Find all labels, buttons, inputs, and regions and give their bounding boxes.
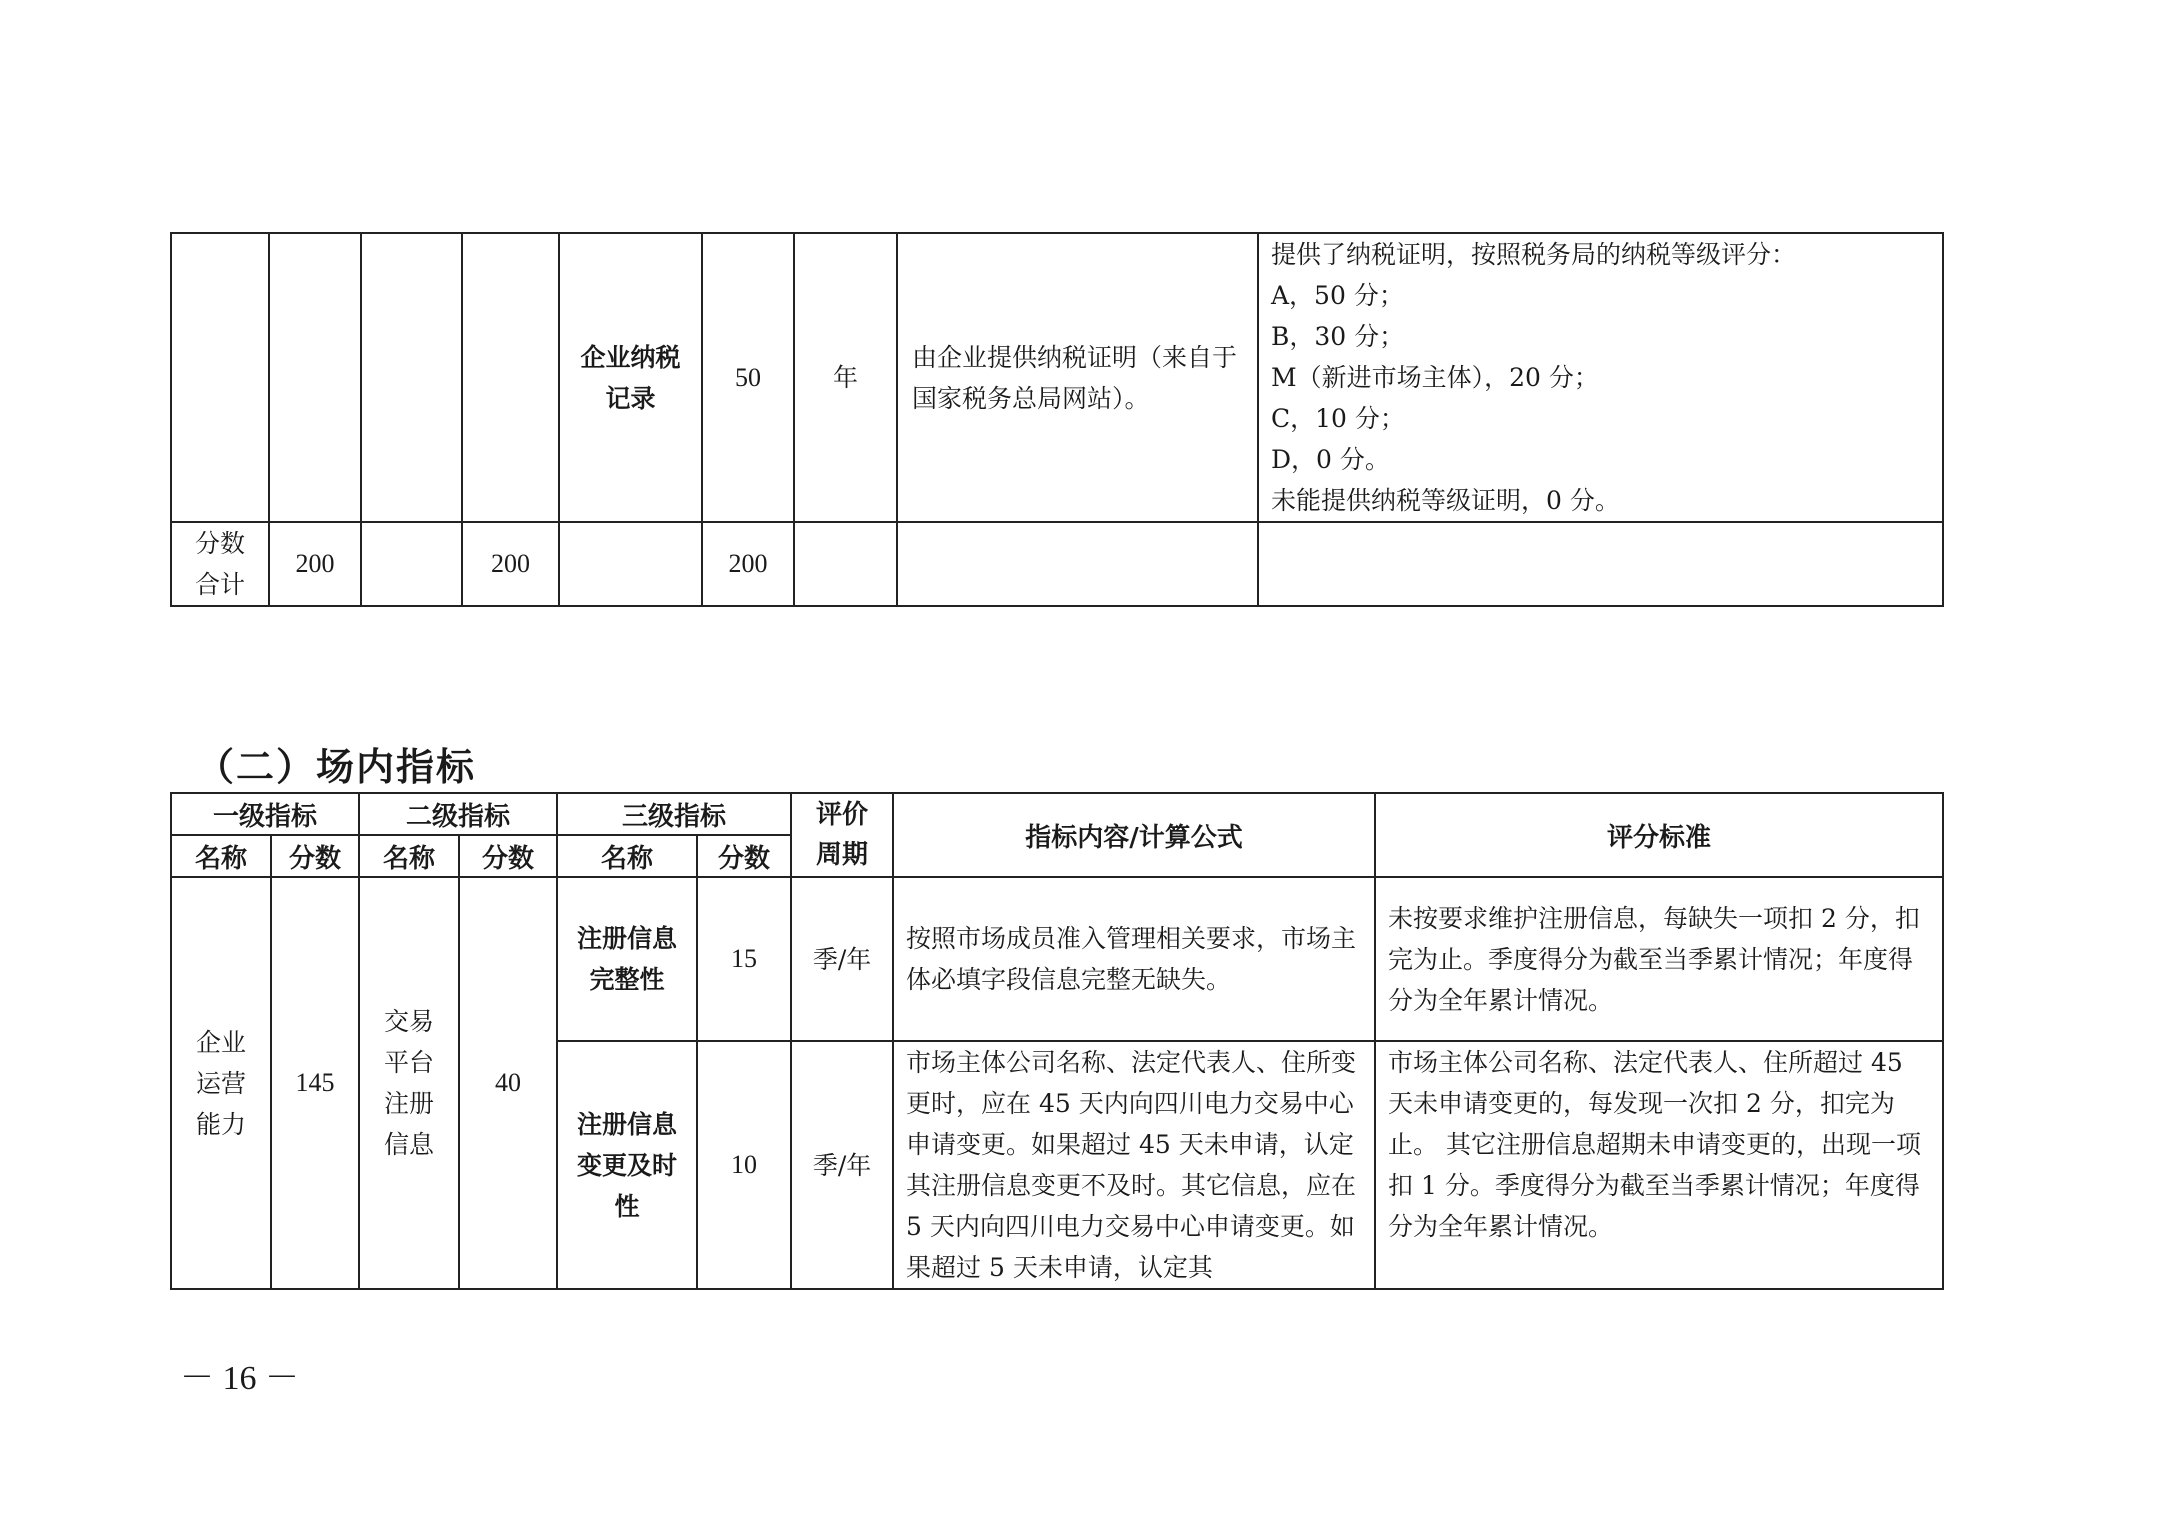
empty-cell <box>1258 522 1943 606</box>
level3-name-cell <box>559 233 702 522</box>
criteria: 未按要求维护注册信息，每缺失一项扣 2 分，扣完为止。季度得分为截至当季累计情况；年度得分为全年累计情况。 <box>1375 877 1943 1041</box>
level3-score: 50 <box>702 233 794 522</box>
period: 季/年 <box>791 877 893 1041</box>
header-level3: 三级指标 <box>557 793 791 835</box>
content: 由企业提供纳税证明（来自于国家税务总局网站）。 <box>897 233 1258 522</box>
level1-score: 145 <box>271 877 359 1289</box>
level2-score: 40 <box>459 877 557 1289</box>
header-level2: 二级指标 <box>359 793 557 835</box>
empty-cell <box>269 233 361 522</box>
level2-name: 交易平台注册信息 <box>359 877 459 1289</box>
empty-cell <box>794 522 897 606</box>
empty-cell <box>361 233 462 522</box>
header-content: 指标内容/计算公式 <box>893 793 1375 877</box>
content: 按照市场成员准入管理相关要求，市场主体必填字段信息完整无缺失。 <box>893 877 1375 1041</box>
empty-cell <box>559 522 702 606</box>
criteria-line: D，0 分。 <box>1271 445 1390 474</box>
empty-cell <box>897 522 1258 606</box>
header-name: 名称 <box>557 835 697 877</box>
tax-record-row <box>171 233 1943 522</box>
period: 年 <box>794 233 897 522</box>
level3-name: 注册信息完整性 <box>557 877 697 1041</box>
table-row <box>171 877 1943 1041</box>
level3-score: 15 <box>697 877 791 1041</box>
total-label: 分数合计 <box>171 522 269 606</box>
level3-name: 注册信息变更及时性 <box>557 1041 697 1289</box>
criteria: 市场主体公司名称、法定代表人、住所超过 45 天未申请变更的，每发现一次扣 2 分，扣完为止。 其它注册信息超期未申请变更的，出现一项扣 1 分。季度得分为截至当季累计情况；年度得分为全年累计情况。 <box>1375 1041 1943 1289</box>
header-criteria: 评分标准 <box>1375 793 1943 877</box>
level3-score: 10 <box>697 1041 791 1289</box>
criteria-line: M（新进市场主体），20 分； <box>1271 363 1599 392</box>
total-level2-score: 200 <box>462 522 559 606</box>
page-number: － 16 － <box>180 1360 299 1397</box>
header-score: 分数 <box>271 835 359 877</box>
total-level1-score: 200 <box>269 522 361 606</box>
header-level1: 一级指标 <box>171 793 359 835</box>
header-row-1 <box>171 793 1943 835</box>
period: 季/年 <box>791 1041 893 1289</box>
onsite-index-table <box>170 792 1944 1290</box>
criteria-line: C，10 分； <box>1271 404 1405 433</box>
criteria-line: A，50 分； <box>1271 281 1404 310</box>
content-text: 市场主体公司名称、法定代表人、住所变更时，应在 45 天内向四川电力交易中心申请变更。如果超过 45 天未申请，认定其注册信息变更不及时。其它信息，应在 5 天内向四川电力交易中心申请变更。如果超过 5 天未申请，认定其 <box>906 1048 1357 1282</box>
top-score-table <box>170 232 1944 607</box>
content <box>893 1041 1375 1289</box>
empty-cell <box>361 522 462 606</box>
header-name: 名称 <box>171 835 271 877</box>
total-level3-score: 200 <box>702 522 794 606</box>
header-score: 分数 <box>459 835 557 877</box>
header-name: 名称 <box>359 835 459 877</box>
criteria-line: B，30 分； <box>1271 322 1405 351</box>
total-row <box>171 522 1943 606</box>
criteria-line: 提供了纳税证明，按照税务局的纳税等级评分： <box>1271 240 1797 269</box>
level1-name: 企业运营能力 <box>171 877 271 1289</box>
criteria-line: 未能提供纳税等级证明，0 分。 <box>1271 486 1620 515</box>
empty-cell <box>462 233 559 522</box>
header-score: 分数 <box>697 835 791 877</box>
empty-cell <box>171 233 269 522</box>
section-title: （二）场内指标 <box>196 745 477 789</box>
criteria <box>1258 233 1943 522</box>
header-period: 评价周期 <box>791 793 893 877</box>
level3-name: 企业纳税记录 <box>580 342 681 413</box>
